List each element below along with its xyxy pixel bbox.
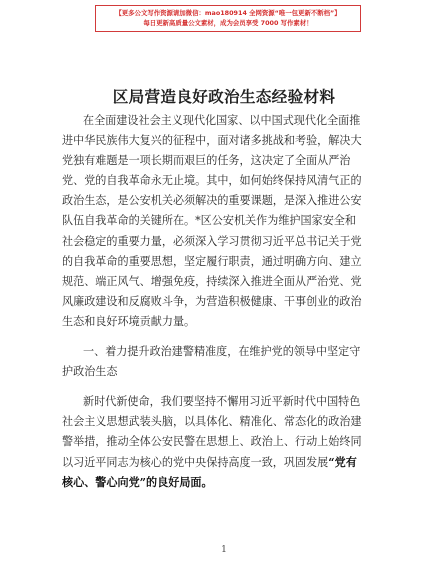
text-line: 的自我革命的重要思想，坚定履行职责，通过明确方向、建立	[62, 254, 362, 268]
promo-banner-line-1: 【更多公文写作资源请加微信：mao180914 全网资源“唯一包更新不断档”】	[115, 9, 341, 17]
paragraph-section-1	[62, 392, 392, 492]
text-segment: 以习近平同志为核心的党中央保持高度一致，巩固发展	[62, 455, 329, 469]
text-line: 生态和良好环境贡献力量。	[62, 314, 196, 328]
bold-text-segment: “党有	[328, 455, 357, 469]
text-line: 风廉政建设和反腐败斗争，为营造积极健康、干事创业的政治	[62, 294, 362, 308]
bold-text-line: 核心、警心向党”的良好局面。	[62, 475, 213, 489]
promo-banner	[95, 5, 361, 32]
document-body	[62, 111, 392, 493]
text-line	[62, 453, 392, 473]
heading-line: 护政治生态	[62, 365, 118, 379]
section-heading-1	[62, 342, 392, 382]
paragraph-intro	[62, 111, 392, 332]
text-line: 在全面建设社会主义现代化国家、以中国式现代化全面推	[83, 114, 361, 127]
heading-line: 一、着力提升政治建警精准度，在维护党的领导中坚定守	[83, 345, 361, 359]
promo-banner-line-2: 每日更新高质量公文素材，成为会员享受 7000 写作素材！	[143, 19, 313, 27]
text-line: 规范、端正风气、增强免疫，持续深入推进全面从严治党、党	[62, 274, 362, 288]
text-line: 党、党的自我革命永无止境。其中，如何始终保持风清气正的	[62, 174, 362, 188]
text-line: 警举措，推动全体公安民警在思想上、政治上、行动上始终同	[62, 435, 362, 449]
text-line: 进中华民族伟大复兴的征程中，面对诸多挑战和考验，解决大	[62, 134, 362, 148]
text-line: 党独有难题是一项长期而艰巨的任务，这决定了全面从严治	[62, 154, 351, 168]
text-line: 社会稳定的重要力量，必须深入学习贯彻习近平总书记关于党	[62, 234, 362, 248]
document-title: 区局营造良好政治生态经验材料	[112, 88, 336, 106]
text-line: 政治生态，是公安机关必须解决的重要课题，是深入推进公安	[62, 194, 362, 208]
text-line: 队伍自我革命的关键所在。*区公安机关作为维护国家安全和	[62, 214, 356, 228]
text-line: 新时代新使命，我们要坚持不懈用习近平新时代中国特色	[83, 395, 361, 409]
page-number: 1	[221, 545, 227, 555]
text-line: 社会主义思想武装头脑，以具体化、精准化、常态化的政治建	[62, 415, 362, 429]
